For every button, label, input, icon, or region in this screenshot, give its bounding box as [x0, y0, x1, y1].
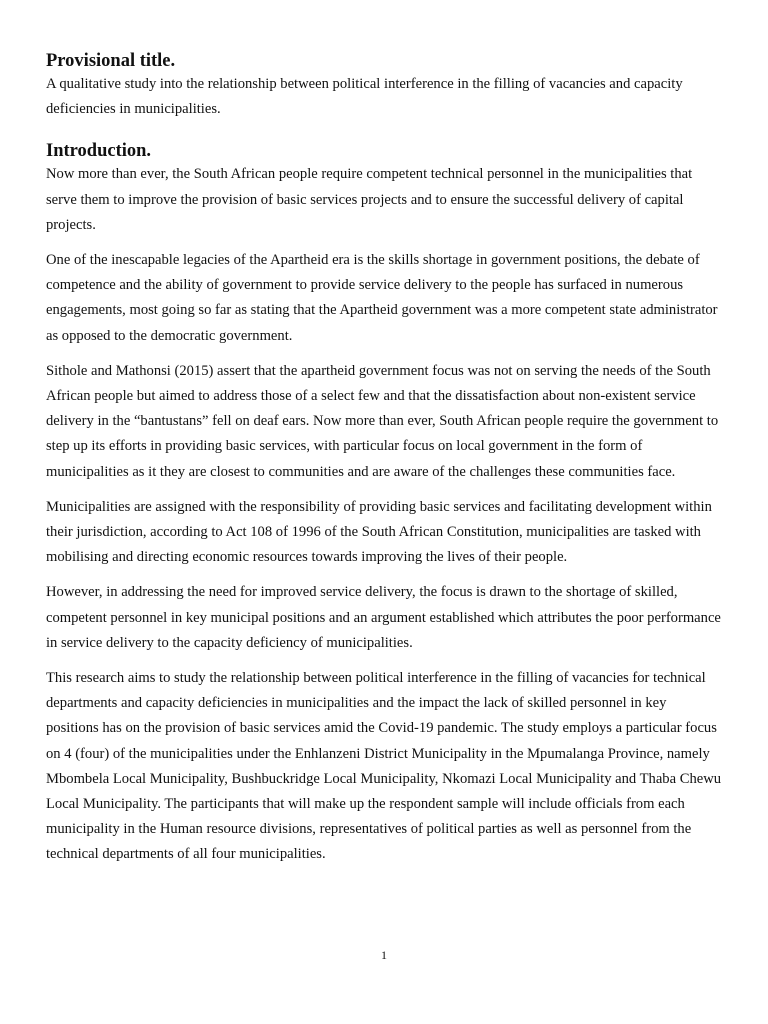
page-number: 1 — [381, 948, 387, 962]
provisional-title-text: A qualitative study into the relationship between political interference in the filling of vacancies and capacity deficiencies in municipalities. — [46, 76, 683, 118]
introduction-heading: Introduction. — [46, 141, 152, 162]
intro-paragraph-6: This research aims to study the relationship between political interference in the filling of vacancies for technical departments and capacity deficiencies in municipalities and the impact the lack of skilled personnel in key positions has on the provision of basic services amid the Covid-19 pandemic. The study employs a particular focus on 4 (four) of the municipalities under the Enhlanzeni District Municipality in the Mpumalanga Province, namely Mbombela Local Municipality, Bushbuckridge Local Municipality, Nkomazi Local Municipality and Thaba Chewu Local Municipality. The participants that will make up the respondent sample will include officials from each municipality in the Human resource divisions, representatives of political parties as well as personnel from the technical departments of all four municipalities. — [46, 670, 722, 863]
intro-paragraph-4: Municipalities are assigned with the responsibility of providing basic services and facilitating development within their jurisdiction, according to Act 108 of 1996 of the South African Constitution, municipalities are tasked with mobilising and directing economic resources towards improving the lives of their people. — [46, 498, 712, 566]
intro-paragraph-1: Now more than ever, the South African people require competent technical personnel in the municipalities that serve them to improve the provision of basic services projects and to ensure the successful delivery of capital projects. — [46, 166, 693, 233]
provisional-title-heading: Provisional title. — [46, 51, 176, 71]
document-page — [46, 50, 722, 878]
intro-paragraph-5: However, in addressing the need for improved service delivery, the focus is drawn to the shortage of skilled, competent personnel in key municipal positions and an argument established which attributes the poor performance in service delivery to the capacity deficiency of municipalities. — [46, 584, 721, 651]
intro-paragraph-3: Sithole and Mathonsi (2015) assert that the apartheid government focus was not on serving the needs of the South African people but aimed to address those of a select few and that the dissatisfaction about non-existent service delivery in the “bantustans” fell on deaf ears. Now more than ever, South African people require the government to step up its efforts in providing basic services, with particular focus on local government in the form of municipalities as it they are closest to communities and are aware of the challenges these communities face. — [46, 362, 719, 480]
intro-paragraph-2: One of the inescapable legacies of the Apartheid era is the skills shortage in government positions, the debate of competence and the ability of government to provide service delivery to the people has surfaced in numerous engagements, most going so far as stating that the Apartheid government was a more competent state administrator as opposed to the democratic government. — [46, 252, 718, 344]
